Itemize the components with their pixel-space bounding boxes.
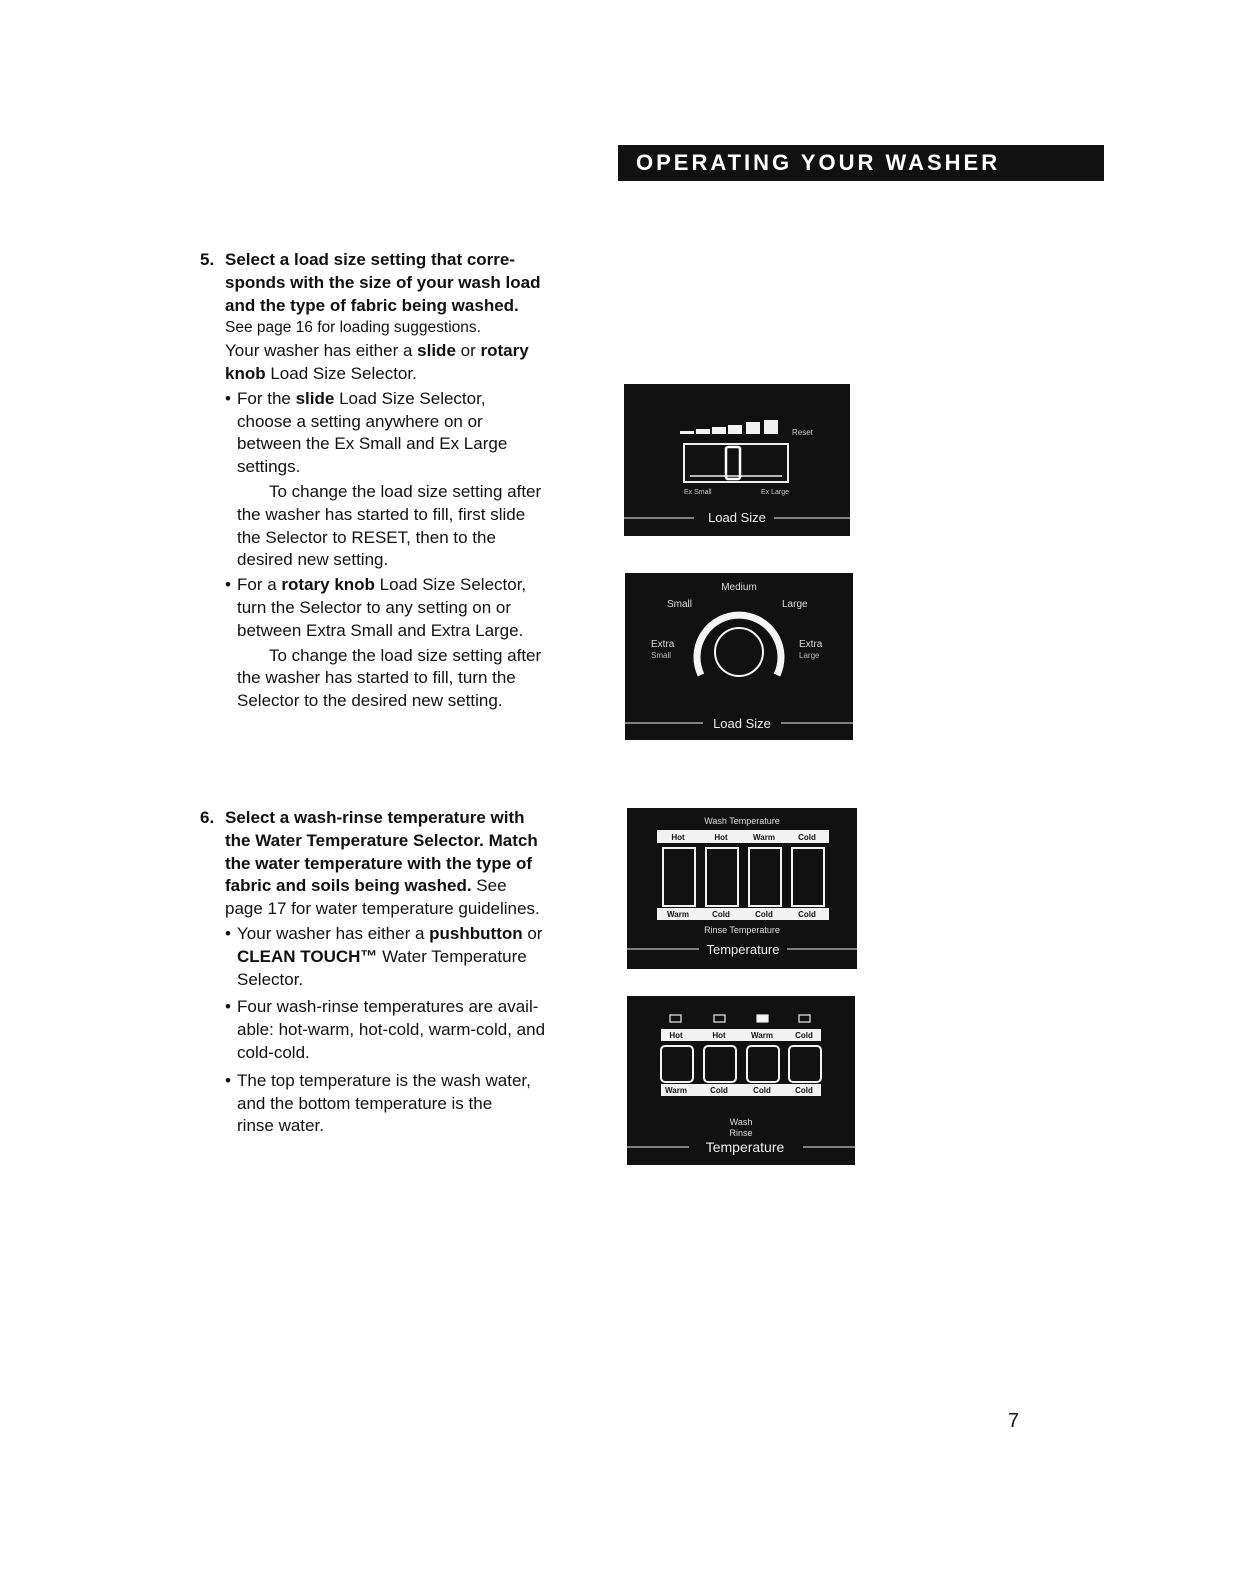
rinse-temp-label: Warm — [667, 910, 689, 919]
wash-temp-label: Cold — [795, 1031, 813, 1040]
selector-type-text-2: knob Load Size Selector. — [225, 363, 417, 383]
rinse-temp-label: Cold — [795, 1086, 813, 1095]
temperature-caption: Temperature — [705, 1139, 785, 1155]
extra-large-label-1: Extra — [799, 639, 823, 650]
bullet-pushbutton-line: CLEAN TOUCH™ Water Temperature — [237, 946, 527, 966]
ex-large-label: Ex Large — [761, 489, 790, 496]
small-label: Small — [667, 599, 693, 610]
wash-temp-label: Hot — [669, 1031, 683, 1040]
wash-temp-label: Hot — [712, 1031, 726, 1040]
step-number: 6. — [200, 808, 215, 827]
see-page-note: See page 16 for loading suggestions. — [225, 319, 481, 337]
load-size-caption: Load Size — [713, 716, 771, 731]
rinse-temp-label: Warm — [665, 1086, 687, 1095]
rotary-bullet-line: turn the Selector to any setting on or — [237, 597, 512, 617]
step-heading-line: fabric and soils being washed. See — [225, 876, 507, 896]
wash-temp-label: Warm — [751, 1031, 773, 1040]
slide-bullet-line: choose a setting anywhere on or — [237, 411, 483, 431]
slide-change-line: the Selector to RESET, then to the — [237, 527, 496, 547]
temp-button-hot-warm[interactable] — [663, 848, 695, 906]
rinse-temp-label: Cold — [710, 1086, 728, 1095]
slide-load-size-panel — [624, 384, 850, 536]
large-label: Large — [782, 599, 808, 610]
rotary-bullet: • For a rotary knob Load Size Selector, — [225, 574, 600, 597]
rotary-change-line: the washer has started to fill, turn the — [237, 668, 516, 688]
wash-label: Wash — [729, 1117, 753, 1127]
ex-small-label: Ex Small — [684, 489, 712, 496]
rinse-temp-label: Cold — [712, 910, 730, 919]
wash-temperature-label: Wash Temperature — [704, 816, 780, 826]
medium-label: Medium — [721, 582, 757, 593]
step-heading-line: Select a wash-rinse temperature with — [225, 808, 525, 827]
wash-temp-label: Cold — [798, 833, 816, 842]
bullet-temperatures-line: cold-cold. — [237, 1042, 310, 1062]
step-heading-line: the Water Temperature Selector. Match — [225, 830, 538, 850]
wash-temp-label: Warm — [753, 833, 775, 842]
temperature-caption: Temperature — [706, 942, 780, 957]
touch-pad-cold-cold[interactable] — [789, 1046, 821, 1082]
pushbutton-temperature-panel — [627, 808, 857, 969]
step-heading-line: the water temperature with the type of — [225, 853, 532, 873]
slide-change-line: To change the load size setting after — [269, 481, 542, 501]
bullet-top-bottom-line: rinse water. — [237, 1116, 324, 1136]
step-heading-line: sponds with the size of your wash load — [225, 272, 541, 292]
step-number: 5. — [200, 250, 215, 269]
selector-type-text: Your washer has either a slide or rotary — [225, 341, 529, 361]
see-page-note: page 17 for water temperature guidelines. — [225, 899, 540, 919]
touch-pad-hot-cold[interactable] — [704, 1046, 736, 1082]
rotary-knob[interactable] — [715, 628, 763, 676]
bullet-top-bottom-line: and the bottom temperature is the — [237, 1093, 493, 1113]
rinse-temp-label: Cold — [753, 1086, 771, 1095]
step-heading-line: Select a load size setting that corre- — [225, 250, 516, 269]
wash-temp-label: Hot — [671, 833, 685, 842]
slide-bullet-line: settings. — [237, 457, 301, 477]
extra-large-label-2: Large — [799, 651, 820, 660]
bullet-top-bottom: • The top temperature is the wash water, — [225, 1070, 600, 1093]
bullet-temperatures: • Four wash-rinse temperatures are avail- — [225, 996, 600, 1019]
wash-temp-label: Hot — [714, 833, 728, 842]
temp-button-warm-cold[interactable] — [749, 848, 781, 906]
rotary-change-line: To change the load size setting after — [269, 645, 542, 665]
slide-change-line: the washer has started to fill, first slide — [237, 504, 526, 524]
section-header — [618, 145, 1104, 181]
bullet-pushbutton: • Your washer has either a pushbutton or — [225, 923, 600, 946]
rotary-load-size-panel — [625, 573, 853, 740]
rinse-temperature-label: Rinse Temperature — [704, 925, 780, 935]
slide-bullet: • For the slide Load Size Selector, — [225, 388, 600, 411]
page-number: 7 — [1008, 1410, 1020, 1432]
slide-change-line: desired new setting. — [237, 550, 389, 570]
indicator-light-on — [757, 1015, 768, 1022]
clean-touch-temperature-panel — [627, 996, 855, 1165]
reset-label: Reset — [792, 428, 813, 437]
section-title: OPERATING YOUR WASHER — [636, 150, 1001, 175]
touch-pad-hot-warm[interactable] — [661, 1046, 693, 1082]
rinse-label: Rinse — [729, 1128, 753, 1138]
rotary-change-line: Selector to the desired new setting. — [237, 691, 503, 711]
step-heading-line: and the type of fabric being washed. — [225, 295, 519, 315]
bullet-temperatures-line: able: hot-warm, hot-cold, warm-cold, and — [237, 1020, 546, 1040]
rinse-temp-label: Cold — [755, 910, 773, 919]
rinse-temp-label: Cold — [798, 910, 816, 919]
bullet-pushbutton-line: Selector. — [237, 969, 304, 989]
step-5 — [200, 249, 600, 713]
temp-button-hot-cold[interactable] — [706, 848, 738, 906]
rotary-bullet-line: between Extra Small and Extra Large. — [237, 620, 524, 640]
extra-small-label-1: Extra — [651, 639, 675, 650]
touch-pad-warm-cold[interactable] — [747, 1046, 779, 1082]
load-size-caption: Load Size — [708, 510, 766, 525]
slide-bullet-line: between the Ex Small and Ex Large — [237, 434, 508, 454]
step-6 — [200, 807, 600, 1138]
temp-button-cold-cold[interactable] — [792, 848, 824, 906]
extra-small-label-2: Small — [651, 651, 672, 660]
